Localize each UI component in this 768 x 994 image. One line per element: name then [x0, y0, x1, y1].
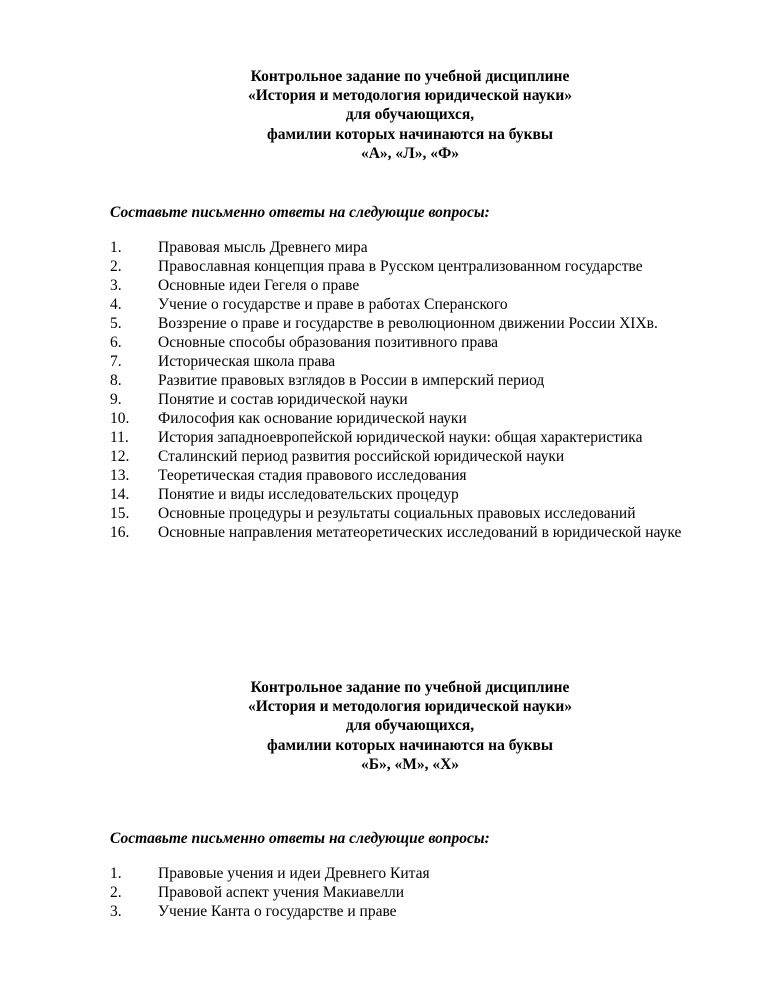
- question-number: 14.: [110, 486, 130, 503]
- question-item: [110, 314, 713, 333]
- question-text: Основные идеи Гегеля о праве: [158, 277, 360, 294]
- question-text: История западноевропейской юридической науки: общая характеристика: [158, 429, 643, 446]
- heading-line: Контрольное задание по учебной дисциплине: [250, 679, 570, 696]
- section-2-instruction: Составьте письменно ответы на следующие вопросы:: [110, 830, 490, 847]
- question-text: Правовая мысль Древнего мира: [158, 239, 368, 256]
- question-text: Философия как основание юридической науки: [158, 410, 467, 427]
- question-number: 12.: [110, 448, 130, 465]
- question-text: Историческая школа права: [158, 353, 336, 370]
- question-text: Учение о государстве и праве в работах Сперанского: [158, 296, 508, 313]
- question-item: [110, 902, 713, 921]
- question-number: 1.: [110, 239, 122, 256]
- question-item: [110, 276, 713, 295]
- question-number: 15.: [110, 505, 130, 522]
- question-text: Сталинский период развития российской юридической науки: [158, 448, 565, 465]
- section-1-instruction: Составьте письменно ответы на следующие вопросы:: [110, 204, 490, 221]
- question-item: [110, 371, 713, 390]
- question-item: [110, 257, 713, 276]
- question-text: Воззрение о праве и государстве в революционном движении России XIXв.: [158, 315, 658, 332]
- question-text: Учение Канта о государстве и праве: [158, 903, 397, 920]
- question-number: 6.: [110, 334, 122, 351]
- question-number: 2.: [110, 258, 122, 275]
- question-number: 4.: [110, 296, 122, 313]
- question-text: Понятие и состав юридической науки: [158, 391, 408, 408]
- question-number: 10.: [110, 410, 130, 427]
- question-item: [110, 409, 713, 428]
- question-item: [110, 390, 713, 409]
- question-item: [110, 504, 713, 523]
- question-item: [110, 333, 713, 352]
- question-text: Православная концепция права в Русском централизованном государстве: [158, 258, 643, 275]
- question-text: Основные процедуры и результаты социальных правовых исследований: [158, 505, 636, 522]
- question-number: 7.: [110, 353, 122, 370]
- question-item: [110, 295, 713, 314]
- question-item: [110, 238, 713, 257]
- heading-line: «Б», «М», «Х»: [360, 755, 460, 773]
- question-text: Основные направления метатеоретических исследований в юридической науке: [158, 524, 682, 541]
- heading-line: «История и методология юридической науки»: [247, 87, 573, 105]
- heading-line: для обучающихся,: [345, 717, 475, 735]
- question-text: Основные способы образования позитивного права: [158, 334, 499, 351]
- section-1-question-list: [110, 238, 713, 542]
- heading-line: «История и методология юридической науки»: [247, 698, 573, 716]
- question-text: Правовые учения и идеи Древнего Китая: [158, 865, 430, 882]
- question-item: [110, 428, 713, 447]
- question-item: [110, 352, 713, 371]
- question-number: 3.: [110, 277, 122, 294]
- question-item: [110, 523, 713, 542]
- question-item: [110, 864, 713, 883]
- question-number: 8.: [110, 372, 122, 389]
- question-number: 11.: [110, 429, 129, 446]
- heading-line: фамилии которых начинаются на буквы: [266, 736, 554, 754]
- question-text: Теоретическая стадия правового исследования: [158, 467, 467, 484]
- heading-line: Контрольное задание по учебной дисциплине: [250, 68, 570, 85]
- question-number: 16.: [110, 524, 130, 541]
- question-text: Правовой аспект учения Макиавелли: [158, 884, 405, 901]
- question-item: [110, 485, 713, 504]
- question-item: [110, 447, 713, 466]
- heading-line: фамилии которых начинаются на буквы: [266, 125, 554, 143]
- question-text: Развитие правовых взглядов в России в имперский период: [158, 372, 545, 389]
- heading-line: «А», «Л», «Ф»: [360, 144, 460, 162]
- question-number: 3.: [110, 903, 122, 920]
- question-number: 9.: [110, 391, 122, 408]
- heading-line: для обучающихся,: [345, 106, 475, 124]
- section-2-question-list: [110, 864, 713, 921]
- question-item: [110, 466, 713, 485]
- question-number: 5.: [110, 315, 122, 332]
- question-number: 1.: [110, 865, 122, 882]
- question-number: 13.: [110, 467, 130, 484]
- question-number: 2.: [110, 884, 122, 901]
- question-text: Понятие и виды исследовательских процедур: [158, 486, 459, 503]
- section-2-heading: [110, 678, 710, 774]
- section-1-heading: [110, 67, 710, 163]
- question-item: [110, 883, 713, 902]
